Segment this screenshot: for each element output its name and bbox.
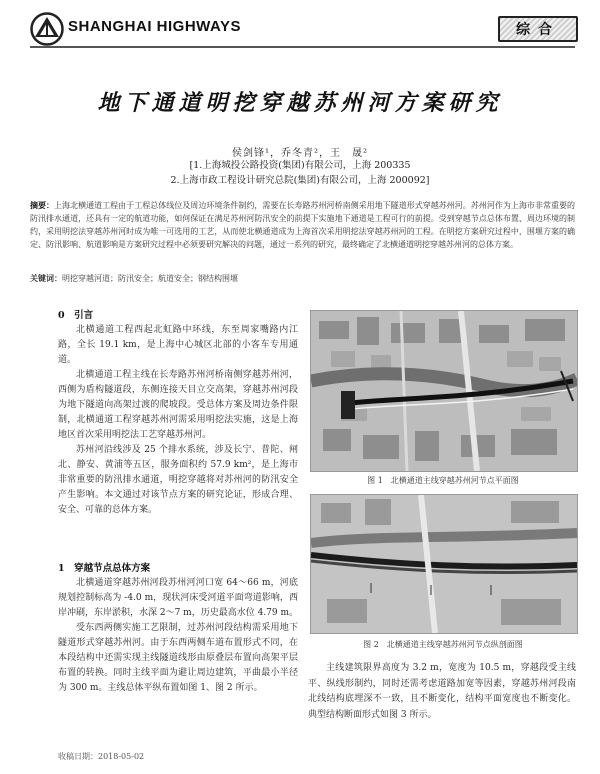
- section-1-body: [58, 576, 298, 696]
- heading-section-1: 1 穿越节点总体方案: [58, 563, 151, 574]
- figure-1-plan-view: [310, 310, 578, 472]
- affiliations: [0, 158, 600, 188]
- right-column-body: [308, 661, 576, 723]
- section-1-paragraph: 北横通道穿越苏州河段苏州河河口宽 64～66 m，河底规划控制标高为 -4.0 m，现状河床受河道平面弯道影响，西岸冲刷，东岸淤积，水深 2～7 m，历史最高水位 4.79 m。: [58, 578, 299, 618]
- received-date: 收稿日期：2018-05-02: [58, 752, 145, 761]
- introduction-body: [58, 323, 298, 518]
- keywords-label: 关键词：: [30, 273, 62, 283]
- affiliation-1: [1.上海城投公路投资(集团)有限公司，上海 200335: [189, 160, 411, 171]
- section-1-paragraph: 受东西两侧实施工艺限制，过苏州河段结构需采用地下隧道形式穿越苏州河。由于东西两侧车道布置形式不同，在本段结构中还需实现主线隧道线形由原叠层布置向高架平层布置的转换。同时主线平面为避让周边建筑，平曲最小半径为 300 m。主线总体平纵布置如图 1、图 2 所示。: [58, 623, 298, 693]
- heading-introduction: 0 引言: [58, 310, 94, 321]
- keywords: [30, 272, 575, 285]
- right-paragraph: 主线建筑限界高度为 3.2 m，宽度为 10.5 m，穿越段受主线平、纵线形制约，同时还需考虑道路加宽等因素，穿越苏州河段南北线结构底埋深不一致，且不断变化，结构平面宽度也不断变化。典型结构断面形式如图 3 所示。: [308, 663, 576, 720]
- abstract-text: 上海北横通道工程由于工程总体线位及周边环境条件制约，需要在长寿路苏州河桥南侧采用地下隧道形式穿越苏州河。苏州河作为上海市非常重要的防汛排水通道，还具有一定的航道功能，如何保证在满足苏州河防汛安全的前提下实施地下通道是工程可行的前提。受到穿越节点总体布置、周边环境的制约，采用明挖法穿越苏州河时成为唯一可选用的工艺，从而使北横通道成为上海首次采用明挖法穿越苏州河的工程。在明挖方案研究过程中，围堰方案的确定、防汛影响、航道影响是方案研究过程中必须要研究解决的问题，通过一系列的研究，最终确定了北横通道明挖穿越苏州河的总体方案。: [30, 201, 575, 249]
- intro-paragraph: 苏州河沿线涉及 25 个排水系统，涉及长宁、普陀、闸北、静安、黄浦等五区，服务面积约 57.9 km²，是上海市非常重要的防汛排水通道，明挖穿越将对苏州河的防汛安全产生影响。本文通过对该节点方案的研究论证，形成合理、安全、可靠的总体方案。: [58, 445, 298, 515]
- intro-paragraph: 北横通道工程主线在长寿路苏州河桥南侧穿越苏州河，西侧为盾构隧道段，东侧连接天目立交高架，穿越苏州河段为地下隧道向高架过渡的爬坡段。受总体方案及周边条件限制，北横通道工程穿越苏州河需采用明挖法实施，这是上海地区首次采用明挖法工艺穿越苏州河。: [58, 370, 298, 440]
- journal-name: SHANGHAI HIGHWAYS: [68, 18, 241, 35]
- abstract: [30, 199, 575, 251]
- affiliation-2: 2.上海市政工程设计研究总院(集团)有限公司，上海 200092]: [170, 175, 430, 186]
- article-title: 地下通道明挖穿越苏州河方案研究: [97, 90, 503, 116]
- keywords-text: 明挖穿越河道；防汛安全；航道安全；钢结构围堰: [62, 274, 238, 283]
- figure-1-caption: 图 1 北横通道主线穿越苏州河节点平面图: [367, 476, 519, 485]
- author-line: 侯剑锋¹，乔冬青²，王 晟²: [231, 148, 369, 159]
- journal-logo-icon: [30, 12, 64, 46]
- header-rule: [30, 46, 575, 48]
- section-tag: 综合: [498, 16, 578, 42]
- figure-2-profile-view: [310, 494, 578, 634]
- intro-paragraph: 北横通道工程西起北虹路中环线，东至周家嘴路内江路，全长 19.1 km，是上海中心城区北部的小客车专用通道。: [58, 325, 298, 365]
- abstract-label: 摘要：: [30, 200, 55, 210]
- figure-2-caption: 图 2 北横通道主线穿越苏州河节点纵剖面图: [363, 640, 523, 649]
